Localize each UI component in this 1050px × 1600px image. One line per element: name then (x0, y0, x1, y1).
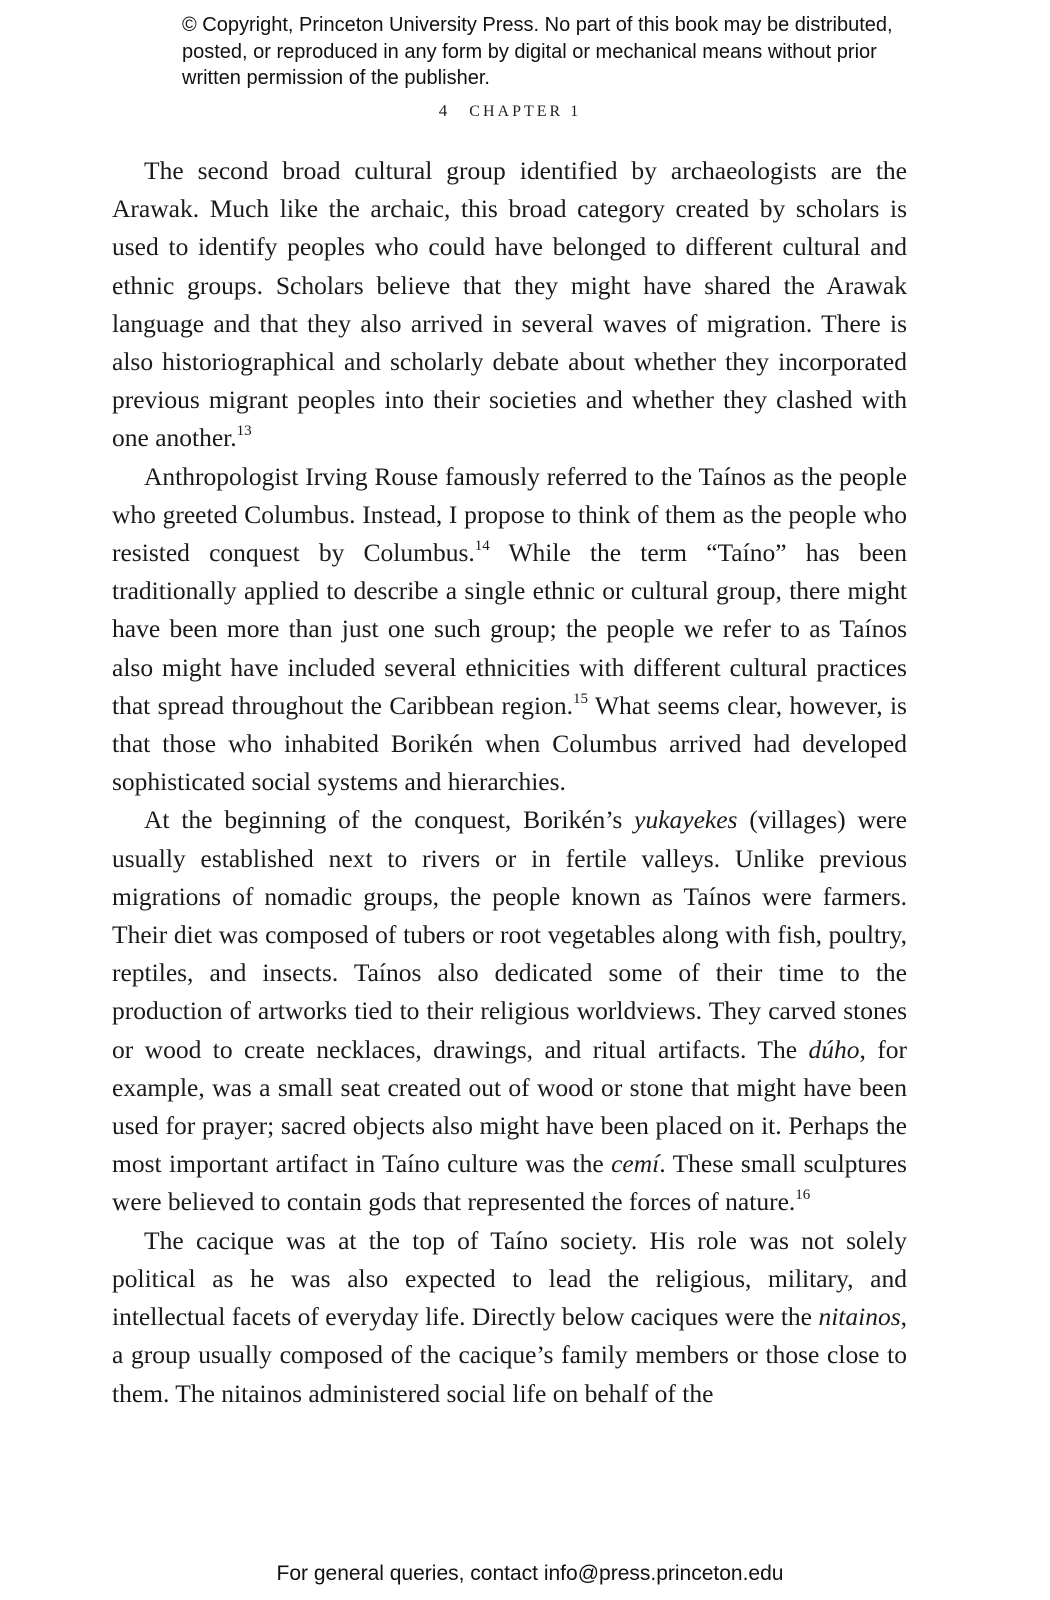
body-text (112, 152, 907, 1413)
chapter-label: CHAPTER 1 (469, 103, 582, 120)
paragraph-4 (112, 1222, 907, 1413)
italic-term: nitainos (818, 1302, 901, 1332)
paragraph-text: , for example, was a small seat created out of wood or stone that might have been used for prayer; sacred objects also might have been placed on it. Perhaps the most important artifact in Taíno culture was the (112, 1034, 908, 1179)
footnote-ref[interactable]: 15 (573, 690, 589, 707)
italic-term: dúho (808, 1034, 860, 1064)
footer-contact: For general queries, contact info@press.princeton.edu (276, 1562, 784, 1585)
paragraph-text: At the beginning of the conquest, Borikén’s (144, 805, 635, 835)
paragraph-text: The cacique was at the top of Taíno society. His role was not solely political as he was also expected to lead the religious, military, and intellectual facets of everyday life. Directly below caciques were the (112, 1225, 907, 1332)
paragraph-text: . These small sculptures were believed to contain gods that represented the forces of nature. (112, 1149, 907, 1217)
paragraph-text: The second broad cultural group identified by archaeologists are the Arawak. Much like the archaic, this broad category created by scholars is used to identify peoples who could have belonged to different cultural and ethnic groups. Scholars believe that they might have shared the Arawak language and that they also arrived in several waves of migration. There is also historiographical and scholarly debate about whether they incorporated previous migrant peoples into their societies and whether they clashed with one another. (112, 156, 907, 453)
paragraph-text: Anthropologist Irving Rouse famously referred to the Taínos as the people who greeted Columbus. Instead, I propose to think of them as the people who resisted conquest by Columbus. (112, 461, 907, 568)
running-head (0, 101, 1020, 121)
footnote-ref[interactable]: 13 (236, 423, 252, 440)
paragraph-text: While the term “Taíno” has been traditionally applied to describe a single ethnic or cultural group, there might have been more than just one such group; the people we refer to as Taínos also might have included several ethnicities with different cultural practices that spread throughout the Caribbean region. (112, 538, 907, 720)
page-number: 4 (438, 101, 448, 120)
paragraph-1 (112, 152, 907, 458)
italic-term: cemí (611, 1149, 660, 1179)
paragraph-2 (112, 458, 907, 802)
copyright-notice: © Copyright, Princeton University Press. No part of this book may be distributed, posted, or reproduced in any form by digital or mechanical means without prior written permission of the publisher. (182, 14, 893, 89)
paragraph-text: What seems clear, however, is that those who inhabited Borikén when Columbus arrived had developed sophisticated social systems and hierarchies. (112, 690, 907, 797)
italic-term: yukayekes (634, 805, 738, 835)
footnote-ref[interactable]: 14 (474, 538, 490, 555)
paragraph-text: (villages) were usually established next to rivers or in fertile valleys. Unlike previous migrations of nomadic groups, the people known as Taínos were farmers. Their diet was composed of tubers or root vegetables along with fish, poultry, reptiles, and insects. Taínos also dedicated some of their time to the production of artworks tied to their religious worldviews. They carved stones or wood to create necklaces, drawings, and ritual artifacts. The (112, 805, 907, 1064)
footnote-ref[interactable]: 16 (795, 1187, 811, 1204)
paragraph-3 (112, 801, 907, 1221)
paragraph-text: , a group usually composed of the cacique’s family members or those close to them. The nitainos administered social life on behalf of the (112, 1302, 907, 1408)
